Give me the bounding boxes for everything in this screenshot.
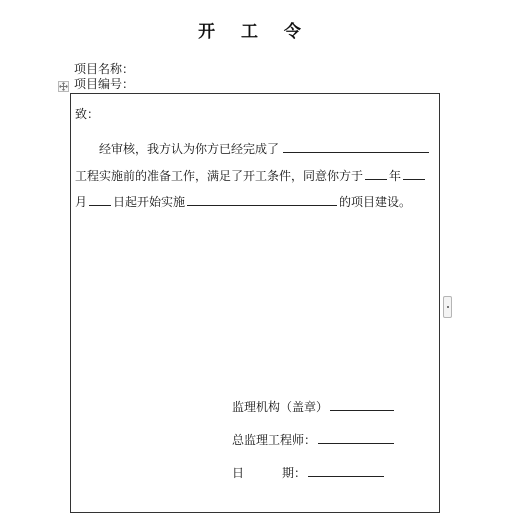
project-name-label: 项目名称：: [74, 62, 135, 76]
project-code-label: 项目编号：: [74, 77, 135, 91]
year-label: 年: [389, 169, 402, 183]
blank-project-name: [283, 140, 429, 153]
month-label: 月: [75, 195, 88, 209]
blank-year: [365, 167, 387, 180]
signature-date-label-b: 期：: [282, 466, 307, 480]
table-move-handle[interactable]: [58, 81, 69, 92]
body-line-3-text: 日起开始实施: [113, 195, 186, 209]
blank-org: [330, 398, 394, 411]
blank-month-start: [403, 167, 425, 180]
signature-org-label: 监理机构（盖章）: [232, 400, 329, 414]
salutation: 致：: [75, 107, 100, 121]
signature-org: [232, 398, 396, 415]
body-line-2: [75, 167, 427, 184]
blank-project: [187, 193, 337, 206]
blank-engineer: [318, 431, 394, 444]
blank-day: [89, 193, 111, 206]
signature-engineer-label: 总监理工程师：: [232, 433, 317, 447]
signature-engineer: [232, 431, 396, 448]
body-line-1-text: 经审核，我方认为你方已经完成了: [99, 142, 280, 156]
body-line-3: [75, 193, 411, 210]
document-title: 开 工 令: [198, 22, 311, 42]
signature-date-label-a: 日: [232, 466, 245, 480]
blank-date: [308, 464, 384, 477]
body-line-1: [99, 140, 431, 157]
resize-handle-icon[interactable]: [443, 296, 452, 318]
move-cross-icon: [59, 82, 68, 91]
signature-date: [232, 464, 386, 481]
body-line-3-end: 的项目建设。: [339, 195, 412, 209]
body-line-2-text: 工程实施前的准备工作，满足了开工条件，同意你方于: [75, 169, 364, 183]
